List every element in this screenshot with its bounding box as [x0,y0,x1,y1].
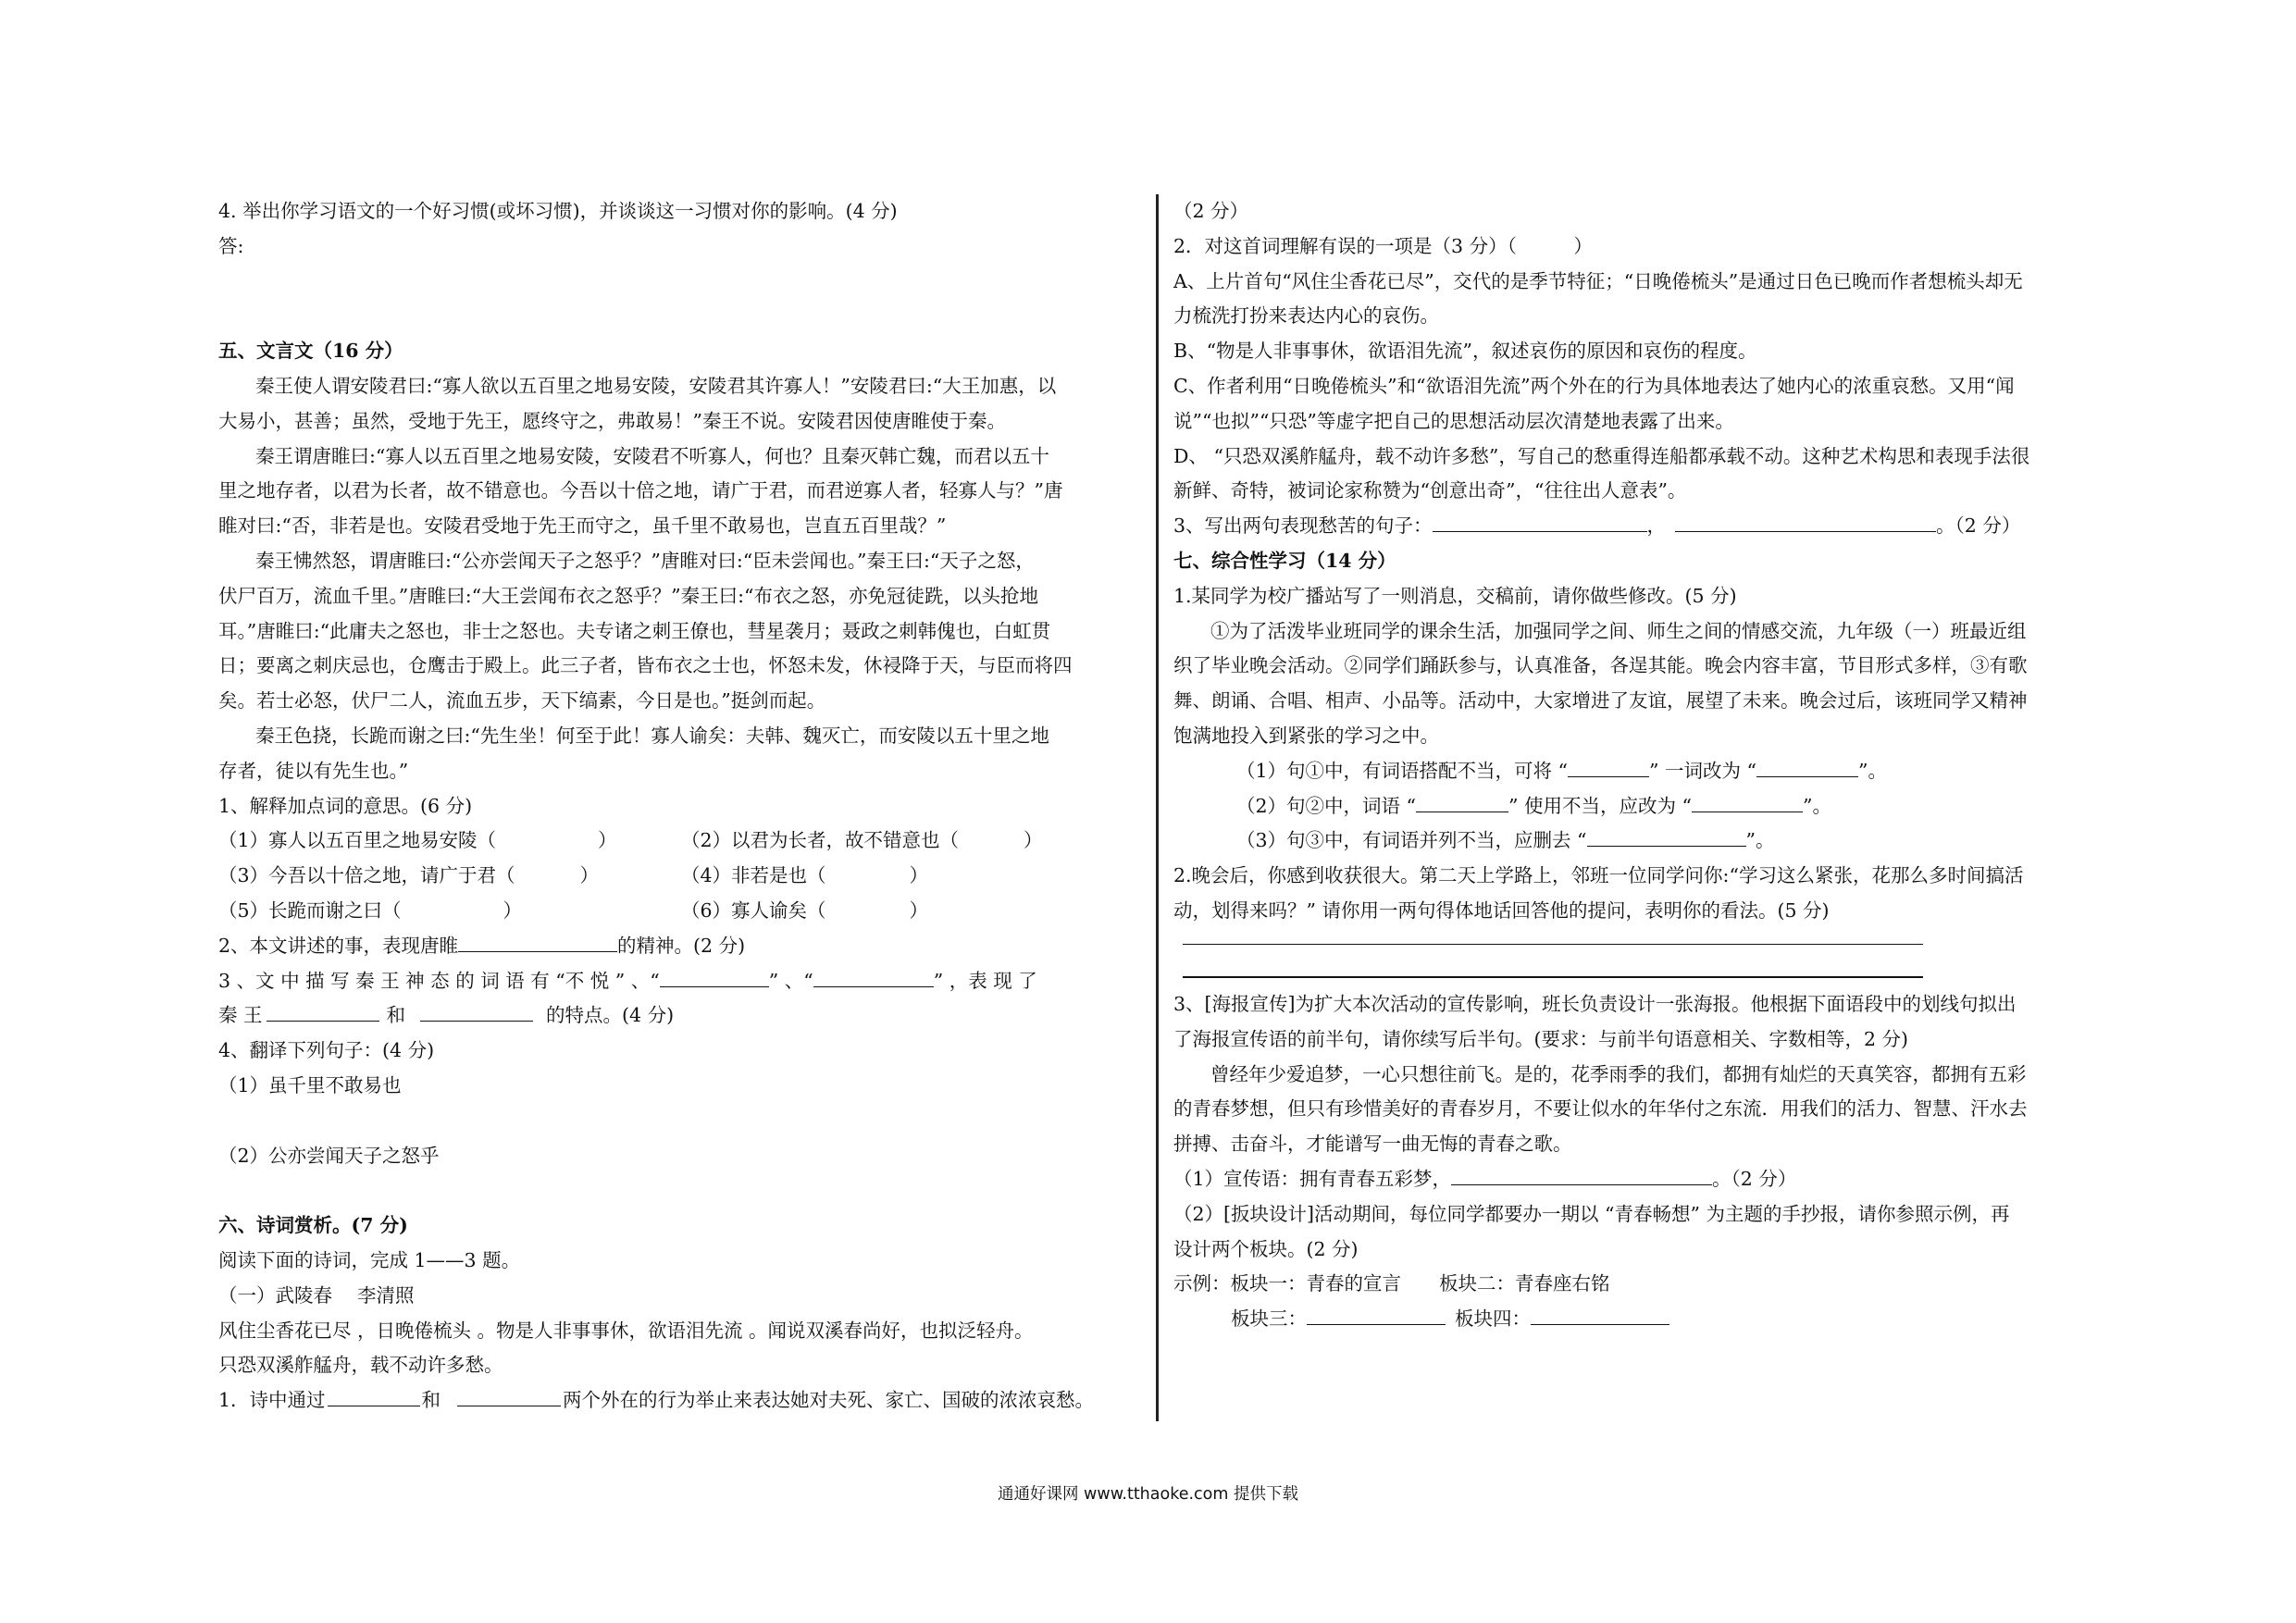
option-b: B、“物是人非事事休，欲语泪先流”，叙述哀伤的原因和哀伤的程度。 [1173,340,1757,363]
question-4-translate: 4、翻译下列句子：(4 分) [218,1039,435,1062]
answer-blank[interactable] [1756,758,1858,777]
answer-label: 答: [218,234,244,257]
continued-score: （2 分） [1173,200,1249,222]
poem-question-3: 3、写出两句表现愁苦的句子： ， 。（2 分） [1173,514,2021,538]
answer-blank[interactable] [458,933,617,952]
section-6-intro: 阅读下面的诗词，完成 1——3 题。 [218,1248,521,1271]
answer-blank[interactable] [1416,793,1508,812]
answer-blank[interactable] [660,968,769,987]
question-4-habit: 4. 举出你学习语文的一个好习惯(或坏习惯)，并谈谈这一习惯对你的影响。(4 分) [218,200,898,222]
task-1-sub-2: （2）句②中，词语 “ ” 使用不当，应改为 “ ”。 [1236,794,1832,817]
poem-question-2: 2．对这首词理解有误的一项是（3 分）（ ） [1173,234,1593,257]
question-3-trait: 秦 王 和 的特点。(4 分) [218,1004,675,1027]
question-1-title: 1、解释加点词的意思。(6 分) [218,794,473,817]
translate-item-2: （2）公亦尝闻天子之怒乎 [218,1144,440,1167]
section-5-title: 五、文言文（16 分） [218,340,403,363]
option-d: D、 “只恐双溪舴艋舟，载不动许多愁”，写自己的愁重得连船都承载不动。这种艺术构思和表现手法很 [1173,444,2030,467]
section-7-title: 七、综合性学习（14 分） [1173,549,1396,572]
poem-question-1: 1．诗中通过 和 两个外在的行为举止来表达她对夫死、家亡、国破的浓浓哀愁。 [218,1389,1095,1412]
answer-blank[interactable] [1307,1306,1446,1325]
translate-item-1: （1）虽千里不敢易也 [218,1073,402,1096]
answer-blank[interactable] [1568,758,1649,777]
question-3-expression: 3 、文 中 描 写 秦 王 神 态 的 词 语 有 “不 悦 ” 、“ ” 、“ ” ，表 现 了 [218,969,1037,992]
section-6-title: 六、诗词赏析。(7 分) [218,1214,408,1237]
right-column: （2 分） 2．对这首词理解有误的一项是（3 分）（ ） A、上片首句“风住尘香花已尽”，交代的是季节特征；“日晚倦梳头”是通过日色已晚而作者想梳头却无 力梳洗打扮来表达内心的哀伤。 B、“物是人非事事休，欲语泪先流”，叙述哀伤的原因和哀伤的程度。 C、作者利用“日晚倦梳头”和“欲语泪先流”两个外在的行为具体地表达了她内心的浓重哀愁。又用“闻 说”“也拟”“只恐”等虚字把自己的思想活动层次清楚地表露了出来。 D、 “只恐双溪舴艋舟，载不动许多愁”，写自己的愁重得连船都承载不动。这种艺术构思和表现手法很 新鲜、奇特，被词论家称赞为“创意出奇”，“往往出人意表”。 3、写出两句表现愁苦的句子： ， 。（2 分） 七、综合性学习（14 分） 1.某同学为校广播站写了一则消息，交稿前，请你做些修改。(5 分) ①为了活泼毕业班同学的课余生活，加强同学之间、师生之间的情感交流，九年级（一）班最近组 织了毕业晚会活动。②同学们踊跃参与，认真准备，各逞其能。晚会内容丰富，节目形式多样，③有歌 舞、朗诵、合唱、相声、小品等。活动中，大家增进了友谊，展望了未来。晚会过后，该班同学又精神 饱满地投入到紧张的学习之中。 （1）句①中，有词语搭配不当，可将 “ ” 一词改为 “ ”。 （2）句②中，词语 “ ” 使用不当，应改为 “ ”。 （3）句③中，有词语并列不当，应删去 “ ”。 2.晚会后，你感到收获很大。第二天上学路上，邻班一位同学问你:“学习这么紧张，花那么多时间搞活 动，划得来吗？” 请你用一两句得体地话回答他的提问，表明你的看法。(5 分) 3、[海报宣传]为扩大本次活动的宣传影响，班长负责设计一张海报。他根据下面语段中的划线句拟出 了海报宣传语的前半句，请你续写后半句。(要求：与前半句语意相关、字数相等，2 分) 曾经年少爱追梦，一心只想往前飞。是的，花季雨季的我们，都拥有灿烂的天真笑容，都拥有五彩 的青春梦想，但只有珍惜美好的青春岁月，不要让似水的年华付之东流．用我们的活力、智慧、汗水去 拼搏、击奋斗，才能谱写一曲无悔的青春之歌。 （1）宣传语：拥有青春五彩梦， 。（2 分） （2）[扳块设计]活动期间，每位同学都要办一期以 “青春畅想” 为主题的手抄报，请你参照示例，再 设计两个板块。(2 分) 示例：板块一：青春的宣言 板块二：青春座右铭 板块三： 板块四： [1173,194,2090,1337]
option-a: A、上片首句“风住尘香花已尽”，交代的是季节特征；“日晚倦梳头”是通过日色已晚而作者想梳头却无 [1173,269,2023,292]
design-blocks: 板块三： 板块四： [1173,1302,2090,1337]
news-passage: ①为了活泼毕业班同学的课余生活，加强同学之间、师生之间的情感交流，九年级（一）班最近组 织了毕业晚会活动。②同学们踊跃参与，认真准备，各逞其能。晚会内容丰富，节目形式多样，③有歌 舞、朗诵、合唱、相声、小品等。活动中，大家增进了友谊，展望了未来。晚会过后，该班同学又精神 饱满地投入到紧张的学习之中。 [1173,619,2028,747]
example-blocks: 示例：板块一：青春的宣言 板块二：青春座右铭 [1173,1272,1610,1295]
q1-item-row: （5）长跪而谢之曰（ ） （6）寡人谕矣（ ） [218,898,929,922]
answer-blank[interactable] [420,1002,533,1022]
task-2-title: 2.晚会后，你感到收获很大。第二天上学路上，邻班一位同学问你:“学习这么紧张，花那么多时间搞活 [1173,864,2024,887]
answer-blank[interactable] [457,1387,561,1406]
task-3-sub-1: （1）宣传语：拥有青春五彩梦， 。（2 分） [1173,1167,1797,1190]
answer-blank[interactable] [1531,1306,1669,1325]
q1-item-row: （3）今吾以十倍之地，请广于君（ ） （4）非若是也（ ） [218,864,929,887]
question-2-spirit: 2、本文讲述的事，表现唐睢 的精神。(2 分) [218,934,746,957]
q1-item-row: （1）寡人以五百里之地易安陵（ ） （2）以君为长者，故不错意也（ ） [218,829,1043,852]
poem-line: 只恐双溪舴艋舟，载不动许多愁。 [218,1354,503,1377]
classical-passage: 秦王使人谓安陵君曰:“寡人欲以五百里之地易安陵，安陵君其许寡人！”安陵君曰:“大王加惠，以 大易小，甚善；虽然，受地于先王，愿终守之，弗敢易！”秦王不说。安陵君因使唐睢使于秦。 秦王谓唐睢曰:“寡人以五百里之地易安陵，安陵君不听寡人，何也？且秦灭韩亡魏，而君以五十 里之地存者，以君为长者，故不错意也。今吾以十倍之地，请广于君，而君逆寡人者，轻寡人与？”唐 睢对曰:“否，非若是也。安陵君受地于先王而守之，虽千里不敢易也，岂直五百里哉？” 秦王怫然怒，谓唐睢曰:“公亦尝闻天子之怒乎？”唐睢对曰:“臣未尝闻也。”秦王曰:“天子之怒， 伏尸百万，流血千里。”唐睢曰:“大王尝闻布衣之怒乎？”秦王曰:“布衣之怒，亦免冠徒跣，以头抢地 耳。”唐睢曰:“此庸夫之怒也，非士之怒也。夫专诸之刺王僚也，彗星袭月；聂政之刺韩傀也，白虹贯 日；要离之刺庆忌也，仓鹰击于殿上。此三子者，皆布衣之士也，怀怒未发，休祲降于天，与臣而将四 矣。若士必怒，伏尸二人，流血五步，天下缟素，今日是也。”挺剑而起。 秦王色挠，长跪而谢之曰:“先生坐！何至于此！寡人谕矣：夫韩、魏灭亡，而安陵以五十里之地 存者，徒以有先生也。” [218,374,1073,782]
answer-blank[interactable] [1433,513,1647,532]
left-column [218,194,1138,1419]
answer-blank[interactable] [328,1387,420,1406]
task-1-title: 1.某同学为校广播站写了一则消息，交稿前，请你做些修改。(5 分) [1173,584,1737,607]
task-3-sub-2: （2）[扳块设计]活动期间，每位同学都要办一期以 “青春畅想” 为主题的手抄报，请你参照示例，再 [1173,1202,2010,1225]
page-footer: 通通好课网 www.tthaoke.com 提供下载 [998,1485,1298,1504]
column-divider [1156,194,1159,1421]
answer-blank[interactable] [1451,1166,1712,1185]
task-3-title: 3、[海报宣传]为扩大本次活动的宣传影响，班长负责设计一张海报。他根据下面语段中的划线句拟出 [1173,992,2017,1015]
poem-line: 风住尘香花已尽 ，日晚倦梳头 。物是人非事事休，欲语泪先流 。闻说双溪春尚好，也拟泛轻舟。 [218,1319,1034,1342]
answer-blank[interactable] [813,968,934,987]
task-1-sub-3: （3）句③中，有词语并列不当，应删去 “ ”。 [1236,829,1775,852]
answer-blank[interactable] [1675,513,1936,532]
poster-passage: 曾经年少爱追梦，一心只想往前飞。是的，花季雨季的我们，都拥有灿烂的天真笑容，都拥有五彩 的青春梦想，但只有珍惜美好的青春岁月，不要让似水的年华付之东流．用我们的活力、智慧、汗水去 拼搏、击奋斗，才能谱写一曲无悔的青春之歌。 [1173,1062,2028,1156]
poem-title: （一）武陵春 李清照 [218,1283,415,1307]
answer-blank[interactable] [1587,827,1746,847]
option-c: C、作者利用“日晚倦梳头”和“欲语泪先流”两个外在的行为具体地表达了她内心的浓重哀愁。又用“闻 [1173,374,2015,397]
answer-blank[interactable] [267,1002,379,1022]
answer-blank[interactable] [1692,793,1803,812]
task-1-sub-1: （1）句①中，有词语搭配不当，可将 “ ” 一词改为 “ ”。 [1236,759,1888,782]
